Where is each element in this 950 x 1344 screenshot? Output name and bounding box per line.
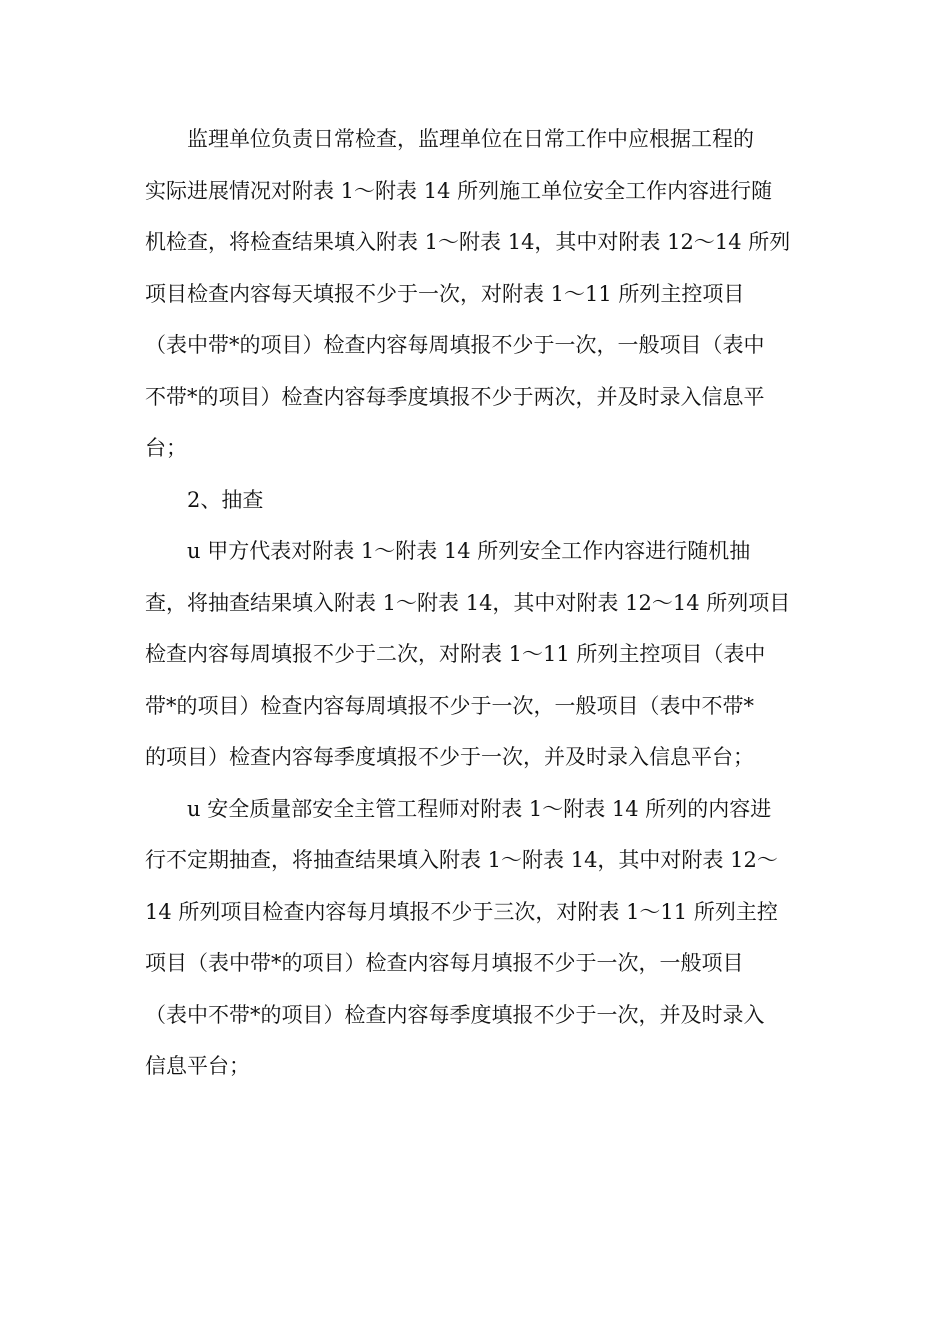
section-heading: 2、抽查 xyxy=(145,487,264,512)
text-line: 14 所列项目检查内容每月填报不少于三次，对附表 1～11 所列主控 xyxy=(145,899,778,924)
text-line: 台； xyxy=(145,436,187,460)
text-line: 项目（表中带*的项目）检查内容每月填报不少于一次，一般项目 xyxy=(145,951,744,975)
text-line: 的项目）检查内容每季度填报不少于一次，并及时录入信息平台； xyxy=(145,745,754,769)
section-heading-spot-check xyxy=(145,475,810,527)
paragraph-supervision-daily-check xyxy=(145,114,810,475)
text-line: 检查内容每周填报不少于二次，对附表 1～11 所列主控项目（表中 xyxy=(145,642,766,666)
document-body xyxy=(145,114,810,1093)
text-line: 项目检查内容每天填报不少于一次，对附表 1～11 所列主控项目 xyxy=(145,281,745,306)
text-line: u 甲方代表对附表 1～附表 14 所列安全工作内容进行随机抽 xyxy=(145,539,751,563)
text-line: 带*的项目）检查内容每周填报不少于一次，一般项目（表中不带* xyxy=(145,693,754,718)
text-line: （表中带*的项目）检查内容每周填报不少于一次，一般项目（表中 xyxy=(145,333,765,357)
text-line: u 安全质量部安全主管工程师对附表 1～附表 14 所列的内容进 xyxy=(145,796,772,821)
text-line: 行不定期抽查，将抽查结果填入附表 1～附表 14，其中对附表 12～ xyxy=(145,848,778,872)
text-line: 信息平台； xyxy=(145,1054,250,1078)
text-line: （表中不带*的项目）检查内容每季度填报不少于一次，并及时录入 xyxy=(145,1002,765,1027)
text-line: 不带*的项目）检查内容每季度填报不少于两次，并及时录入信息平 xyxy=(145,384,765,409)
paragraph-safety-engineer-spot-check xyxy=(145,784,810,1093)
text-line: 监理单位负责日常检查，监理单位在日常工作中应根据工程的 xyxy=(145,127,754,151)
text-line: 查，将抽查结果填入附表 1～附表 14，其中对附表 12～14 所列项目 xyxy=(145,590,791,615)
text-line: 机检查，将检查结果填入附表 1～附表 14，其中对附表 12～14 所列 xyxy=(145,230,791,254)
text-line: 实际进展情况对附表 1～附表 14 所列施工单位安全工作内容进行随 xyxy=(145,178,773,203)
paragraph-owner-spot-check xyxy=(145,526,810,784)
